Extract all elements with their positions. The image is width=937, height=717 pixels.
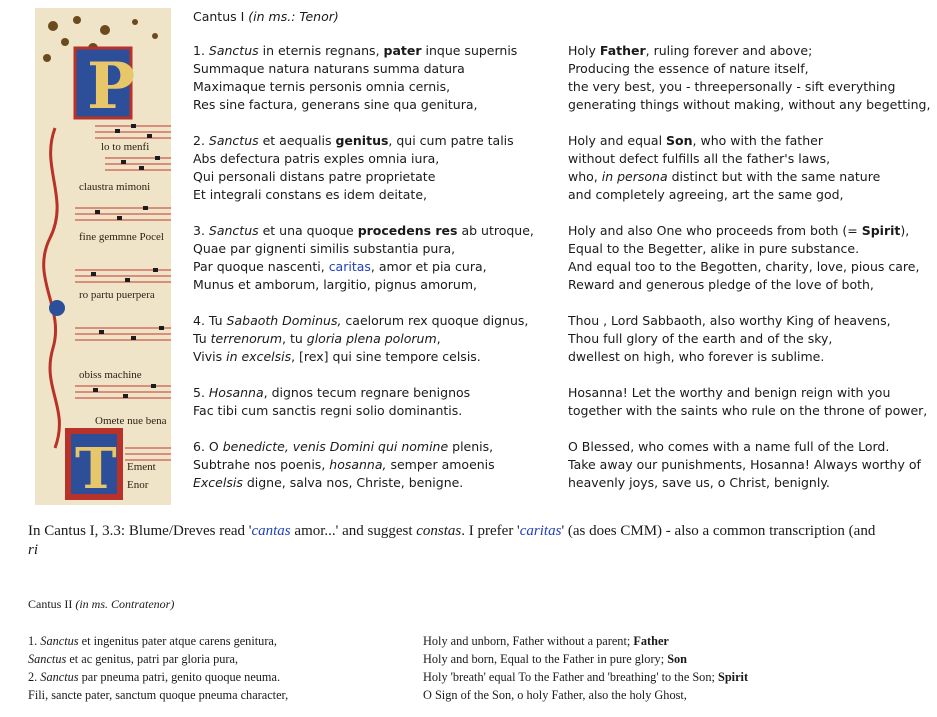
text-run: Holy and unborn, Father without a parent; [423,634,634,648]
english-line [568,78,937,96]
cantus2-english [423,686,687,704]
latin-line [193,78,568,96]
manuscript-illumination [35,8,171,505]
cantus2-english [423,632,669,650]
latin-line [193,312,568,330]
latin-line [193,168,568,186]
english-line [568,258,937,276]
english-line [568,312,937,330]
latin-line [193,186,568,204]
text-run: plenis, [448,439,494,454]
text-run: and completely agreeing, art the same god, [568,187,844,202]
text-run: et ac genitus, patri par gloria pura, [66,652,239,666]
text-run: Producing the essence of nature itself, [568,61,809,76]
text-run: Subtrahe nos poenis, [193,457,330,472]
cantus2-latin [28,668,423,686]
stanza-4 [193,312,937,366]
text-run: , tu [282,331,307,346]
cantus1-stanzas [193,42,937,492]
staff-text-8: Enor [127,479,149,491]
latin-line [193,96,568,114]
cantus2-section [28,632,937,704]
latin-line [193,276,568,294]
english-line [568,438,937,456]
text-run: Sanctus [28,652,67,666]
text-run: 6. O [193,439,223,454]
latin-line [193,222,568,240]
text-run: heavenly joys, save us, o Christ, benignly. [568,475,830,490]
text-run: semper amoenis [386,457,495,472]
text-run: ' (as does CMM) - also a common transcription (and [561,523,876,539]
text-run: Sabaoth Dominus, [226,313,342,328]
text-run: ab utroque, [457,223,534,238]
text-run: Hosanna! Let the worthy and benign reign with you [568,385,891,400]
text-run: without defect fulfills all the father's laws, [568,151,831,166]
text-run: Holy and also One who proceeds from both (= [568,223,862,238]
text-run: caritas [519,523,562,539]
latin-line [193,240,568,258]
svg-text:T: T [75,436,117,502]
english-line [568,222,937,240]
text-run: Fili, sancte pater, sanctum quoque pneuma character, [28,688,289,702]
editorial-note-continued: ri [28,542,39,558]
text-run: distinct but with the same nature [667,169,881,184]
text-run: Munus et amborum, largitio, pignus amorum, [193,277,478,292]
text-run: Father [599,43,646,58]
text-run: amor...' and suggest [290,523,417,539]
manuscript-image [35,8,171,505]
latin-line [193,348,568,366]
text-run: , ruling forever and above; [645,43,813,58]
text-run: genitus [335,133,389,148]
english-line [568,96,937,114]
english-line [568,186,937,204]
cantus2-row [28,668,937,686]
cantus2-english [423,650,687,668]
stanza-english [568,132,937,204]
stanza-latin [193,312,568,366]
text-run: Son [667,652,688,666]
text-run: Sanctus [208,223,259,238]
text-run: in eternis regnans, [258,43,384,58]
cantus1-heading [193,8,937,26]
text-run: Summaque natura naturans summa datura [193,61,465,76]
english-line [568,456,937,474]
english-line [568,240,937,258]
cantus2-row [28,686,937,704]
cantus1-heading-title: Cantus I [193,9,245,24]
stanza-english [568,384,937,420]
staff-text-1: lo to menfi [101,141,150,153]
text-run: constas [416,523,462,539]
text-run: et ingenitus pater atque carens genitura, [78,634,277,648]
english-line [568,150,937,168]
text-run: hosanna, [329,457,387,472]
latin-line [193,438,568,456]
svg-text:P: P [87,49,136,124]
latin-line [193,150,568,168]
cantus2-latin [28,686,423,704]
text-run: 5. [193,385,209,400]
stanza-5 [193,384,937,420]
stanza-english [568,312,937,366]
cantus2-latin [28,632,423,650]
cantus2-row [28,650,937,668]
text-run: Holy 'breath' equal To the Father and 'breathing' to the Son; [423,670,718,684]
text-run: Quae par gignenti similis substantia pura, [193,241,456,256]
text-run: Res sine factura, generans sine qua genitura, [193,97,478,112]
stanza-latin [193,222,568,294]
english-line [568,276,937,294]
english-line [568,60,937,78]
latin-line [193,330,568,348]
staff-text-7: Ement [127,461,156,473]
text-run: et aequalis [258,133,336,148]
english-line [568,474,937,492]
text-run: O Sign of the Son, o holy Father, also the holy Ghost, [423,688,687,702]
text-run: Abs defectura patris exples omnia iura, [193,151,440,166]
cantus1-section [193,8,937,510]
stanza-latin [193,384,568,420]
text-run: Maximaque ternis personis omnia cernis, [193,79,451,94]
english-line [568,384,937,402]
text-run: terrenorum [210,331,283,346]
text-run: Son [666,133,693,148]
stanza-english [568,42,937,114]
english-line [568,42,937,60]
text-run: , qui cum patre talis [388,133,514,148]
latin-line [193,132,568,150]
text-run: Holy [568,43,600,58]
text-run: in excelsis [226,349,292,364]
text-run: Excelsis [193,475,243,490]
text-run: And equal too to the Begotten, charity, love, pious care, [568,259,920,274]
text-run: Fac tibi cum sanctis regni solio dominantis. [193,403,463,418]
latin-line [193,474,568,492]
text-run: Sanctus [40,634,79,648]
latin-line [193,60,568,78]
stanza-english [568,222,937,294]
text-run: ), [900,223,910,238]
staff-text-5: obiss machine [79,369,142,381]
text-run: et una quoque [258,223,358,238]
text-run: 2. [28,670,41,684]
editorial-note [28,522,937,541]
text-run: cantas [251,523,291,539]
text-run: dwellest on high, who forever is sublime. [568,349,825,364]
text-run: Reward and generous pledge of the love of both, [568,277,874,292]
text-run: benedicte, venis Domini qui nomine [222,439,449,454]
text-run: 1. [28,634,41,648]
text-run: Sanctus [40,670,79,684]
text-run: 1. [193,43,209,58]
text-run: generating things without making, without any begetting, [568,97,931,112]
stanza-latin [193,42,568,114]
text-run: Father [633,634,669,648]
text-run: procedens res [357,223,458,238]
stanza-1 [193,42,937,114]
staff-text-6: Omete nue bena [95,415,167,427]
latin-line [193,258,568,276]
stanza-2 [193,132,937,204]
text-run: Holy and equal [568,133,667,148]
text-run: caelorum rex quoque dignus, [341,313,529,328]
text-run: Equal to the Begetter, alike in pure substance. [568,241,860,256]
text-run: Spirit [861,223,901,238]
stanza-latin [193,132,568,204]
text-run: inque supernis [421,43,518,58]
text-run: Et integrali constans es idem deitate, [193,187,427,202]
text-run: , who with the father [692,133,823,148]
text-run: Sanctus [208,43,259,58]
text-run: par pneuma patri, genito quoque neuma. [78,670,281,684]
text-run: caritas [328,259,371,274]
latin-line [193,402,568,420]
latin-line [193,456,568,474]
cantus2-heading [28,597,174,612]
cantus2-heading-note: (in ms. Contratenor) [75,597,175,611]
staff-text-2: claustra mimoni [79,181,151,193]
english-line [568,348,937,366]
stanza-english [568,438,937,492]
cantus1-heading-note: (in ms.: Tenor) [248,9,339,24]
text-run: pater [383,43,422,58]
staff-text-4: ro partu puerpera [79,289,155,301]
stanza-3 [193,222,937,294]
text-run: Vivis [193,349,227,364]
text-run: in persona [601,169,668,184]
staff-text-3: fine gemmne Pocel [79,231,164,243]
text-run: together with the saints who rule on the throne of power, [568,403,928,418]
text-run: 3. [193,223,209,238]
text-run: . I prefer ' [461,523,520,539]
text-run: , amor et pia cura, [370,259,487,274]
text-run: In Cantus I, 3.3: Blume/Dreves read ' [28,523,252,539]
text-run: Take away our punishments, Hosanna! Always worthy of [568,457,921,472]
english-line [568,402,937,420]
text-run: 4. Tu [193,313,227,328]
text-run: , dignos tecum regnare benignos [263,385,471,400]
english-line [568,168,937,186]
cantus2-english [423,668,748,686]
english-line [568,330,937,348]
text-run: , [436,331,441,346]
text-run: 2. [193,133,209,148]
text-run: O Blessed, who comes with a name full of the Lord. [568,439,890,454]
stanza-latin [193,438,568,492]
text-run: gloria plena polorum [306,331,437,346]
stanza-6 [193,438,937,492]
text-run: Par quoque nascenti, [193,259,329,274]
text-run: Sanctus [208,133,259,148]
text-run: who, [568,169,602,184]
text-run: , [rex] qui sine tempore celsis. [291,349,481,364]
text-run: digne, salva nos, Christe, benigne. [242,475,464,490]
text-run: Thou , Lord Sabbaoth, also worthy King of heavens, [568,313,891,328]
text-run: Spirit [717,670,749,684]
latin-line [193,384,568,402]
text-run: Hosanna [208,385,264,400]
text-run: Qui personali distans patre proprietate [193,169,436,184]
text-run: Holy and born, Equal to the Father in pure glory; [423,652,668,666]
text-run: Thou full glory of the earth and of the sky, [568,331,833,346]
english-line [568,132,937,150]
cantus2-row [28,632,937,650]
text-run: the very best, you - threepersonally - sift everything [568,79,896,94]
text-run: Tu [193,331,211,346]
cantus2-heading-title: Cantus II [28,597,73,611]
cantus2-latin [28,650,423,668]
latin-line [193,42,568,60]
